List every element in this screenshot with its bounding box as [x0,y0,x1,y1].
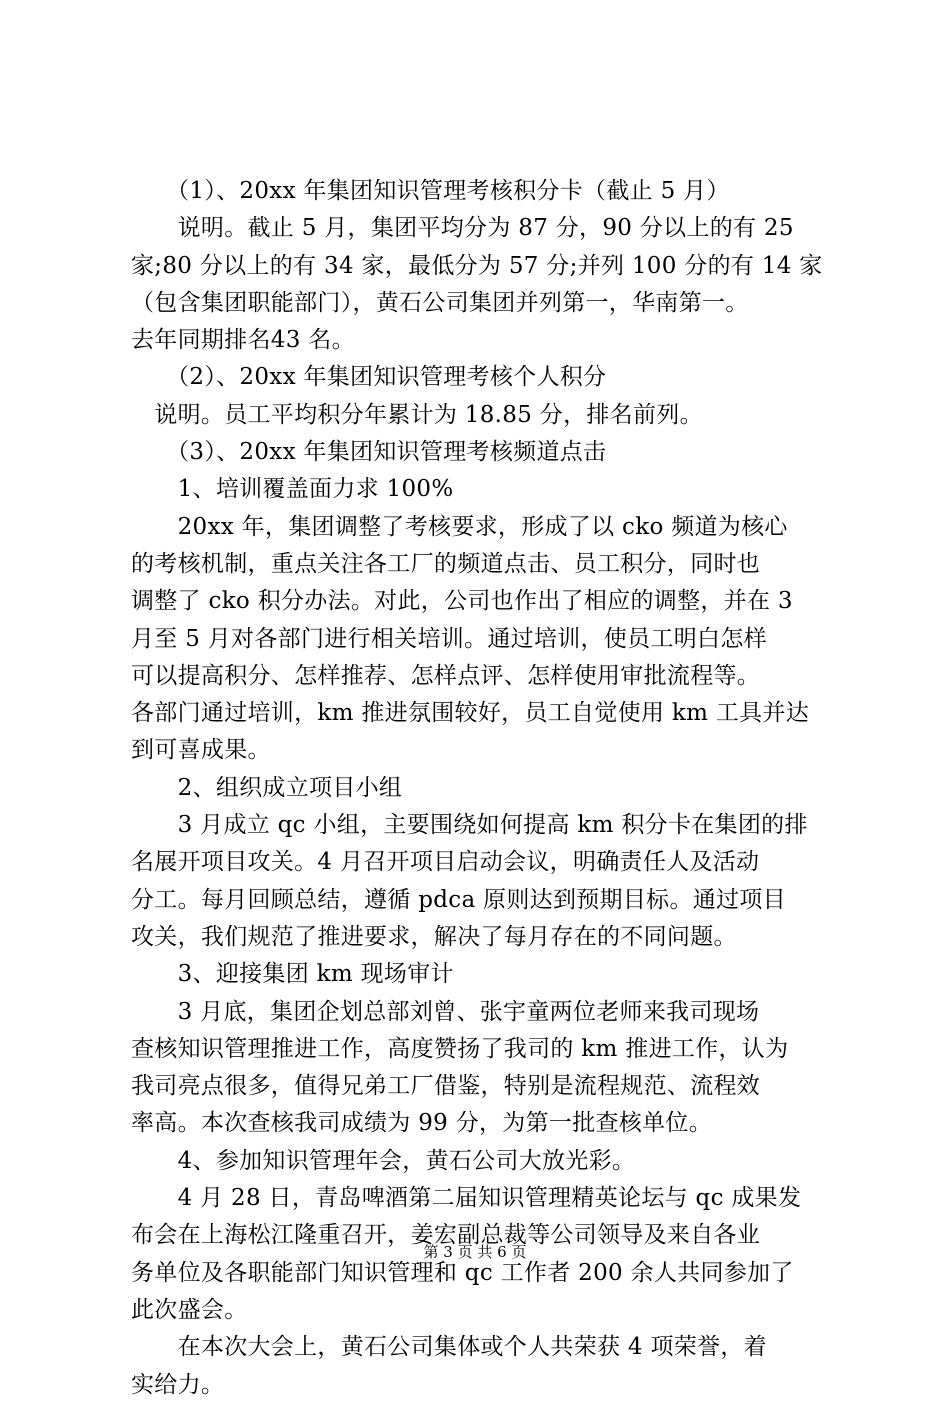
text-line: 攻关，我们规范了推进要求，解决了每月存在的不同问题。 [131,923,737,950]
text-line: 3、迎接集团 km 现场审计 [131,961,454,988]
text-line: 率高。本次查核我司成绩为 99 分，为第一批查核单位。 [131,1110,712,1137]
text-line: 去年同期排名43 名。 [131,327,355,354]
text-line: 家;80 分以上的有 34 家，最低分为 57 分;并列 100 分的有 14 家 [131,252,823,279]
text-line: （1）、20xx 年集团知识管理考核积分卡（截止 5 月） [131,178,730,204]
text-line: 此次盛会。 [131,1296,248,1323]
text-line: 到可喜成果。 [131,737,271,764]
text-line: 3 月底，集团企划总部刘曾、张宇童两位老师来我司现场 [131,998,760,1025]
text-line: 分工。每月回顾总结，遵循 pdca 原则达到预期目标。通过项目 [131,886,786,913]
text-line: 实给力。 [131,1371,225,1398]
text-line: 调整了 cko 积分办法。对此，公司也作出了相应的调整，并在 3 [131,588,793,615]
text-line: 各部门通过培训，km 推进氛围较好，员工自觉使用 km 工具并达 [131,700,810,727]
document-body [131,173,831,1404]
text-line: 3 月成立 qc 小组，主要围绕如何提高 km 积分卡在集团的排 [131,812,808,839]
text-line: 2、组织成立项目小组 [131,774,403,801]
text-line: 月至 5 月对各部门进行相关培训。通过培训，使员工明白怎样 [131,625,767,652]
text-line: 可以提高积分、怎样推荐、怎样点评、怎样使用审批流程等。 [131,662,761,689]
text-line: 的考核机制，重点关注各工厂的频道点击、员工积分，同时也 [131,550,761,577]
text-line: 在本次大会上，黄石公司集体或个人共荣获 4 项荣誉，着 [131,1334,767,1361]
text-line: 布会在上海松江隆重召开，姜宏副总裁等公司领导及来自各业 [131,1222,761,1249]
text-line: 4 月 28 日，青岛啤酒第二届知识管理精英论坛与 qc 成果发 [131,1185,802,1212]
text-line: 说明。员工平均积分年累计为 18.85 分，排名前列。 [131,401,703,428]
page-number-footer: 第 3 页 共 6 页 [423,1243,527,1261]
text-line: （2）、20xx 年集团知识管理考核个人积分 [131,364,607,391]
text-line: 务单位及各职能部门知识管理和 qc 工作者 200 余人共同参加了 [131,1259,794,1286]
text-line: 查核知识管理推进工作，高度赞扬了我司的 km 推进工作，认为 [131,1035,789,1062]
text-line: （3）、20xx 年集团知识管理考核频道点击 [131,439,607,466]
text-line: （包含集团职能部门），黄石公司集团并列第一，华南第一。 [131,289,749,316]
text-line: 说明。截止 5 月，集团平均分为 87 分，90 分以上的有 25 [131,215,794,242]
text-line: 名展开项目攻关。4 月召开项目启动会议，明确责任人及活动 [131,849,760,876]
text-line: 20xx 年，集团调整了考核要求，形成了以 cko 频道为核心 [131,513,788,540]
text-line: 我司亮点很多，值得兄弟工厂借鉴，特别是流程规范、流程效 [131,1073,761,1100]
text-line: 4、参加知识管理年会，黄石公司大放光彩。 [131,1147,636,1174]
text-line: 1、培训覆盖面力求 100% [131,476,454,503]
